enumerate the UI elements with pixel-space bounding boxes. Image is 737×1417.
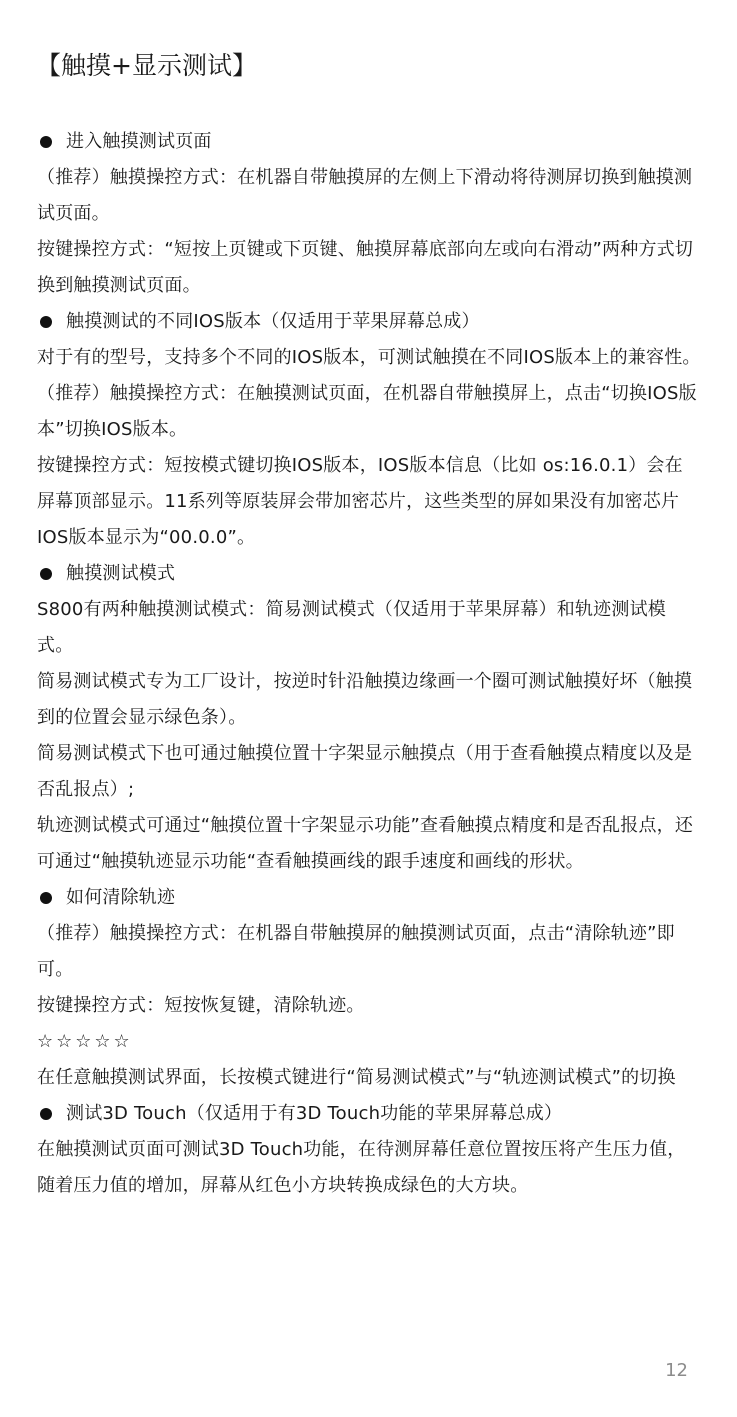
section-heading-clear-track bbox=[37, 880, 701, 916]
paragraph-key-control-enter: 按键操控方式：“短按上页键或下页键、触摸屏幕底部向左或向右滑动”两种方式切换到触摸测试页面。 bbox=[37, 239, 694, 296]
paragraph-simple-mode: 简易测试模式专为工厂设计，按逆时针沿触摸边缘画一个圈可测试触摸好坏（触摸到的位置会显示绿色条）。 bbox=[37, 671, 693, 728]
section-heading-enter-touch-test bbox=[37, 124, 701, 160]
page-title: 【触摸+显示测试】 bbox=[36, 51, 257, 80]
star-rating-icons: ☆☆☆☆☆ bbox=[37, 1031, 133, 1052]
paragraph-touch-control-enter: （推荐）触摸操控方式：在机器自带触摸屏的左侧上下滑动将待测屏切换到触摸测试页面。 bbox=[37, 167, 693, 224]
paragraph-mode-switch: 在任意触摸测试界面，长按模式键进行“简易测试模式”与“轨迹测试模式”的切换 bbox=[37, 1067, 676, 1088]
document-body bbox=[37, 124, 701, 1204]
bullet-icon bbox=[40, 568, 52, 580]
paragraph-key-switch-ios: 按键操控方式：短按模式键切换IOS版本，IOS版本信息（比如 os:16.0.1）会在屏幕顶部显示。11系列等原装屏会带加密芯片，这些类型的屏如果没有加密芯片IOS版本显示为“00.0.0”。 bbox=[37, 455, 683, 548]
paragraph-ios-compat: 对于有的型号，支持多个不同的IOS版本，可测试触摸在不同IOS版本上的兼容性。 bbox=[37, 347, 701, 368]
paragraph-simple-mode-crosshair: 简易测试模式下也可通过触摸位置十字架显示触摸点（用于查看触摸点精度以及是否乱报点）; bbox=[37, 743, 693, 800]
section-heading-text: 进入触摸测试页面 bbox=[66, 131, 212, 152]
paragraph-track-mode: 轨迹测试模式可通过“触摸位置十字架显示功能”查看触摸点精度和是否乱报点，还可通过“触摸轨迹显示功能“查看触摸画线的跟手速度和画线的形状。 bbox=[37, 815, 694, 872]
section-heading-touch-test-modes bbox=[37, 556, 701, 592]
paragraph-touch-switch-ios: （推荐）触摸操控方式：在触摸测试页面，在机器自带触摸屏上，点击“切换IOS版本”切换IOS版本。 bbox=[37, 383, 697, 440]
bullet-icon bbox=[40, 1108, 52, 1120]
section-heading-text: 触摸测试的不同IOS版本（仅适用于苹果屏幕总成） bbox=[66, 311, 480, 332]
paragraph-key-clear-track: 按键操控方式：短按恢复键，清除轨迹。 bbox=[37, 995, 365, 1016]
bullet-icon bbox=[40, 136, 52, 148]
section-heading-3d-touch bbox=[37, 1096, 701, 1132]
paragraph-3d-touch: 在触摸测试页面可测试3D Touch功能，在待测屏幕任意位置按压将产生压力值，随着压力值的增加，屏幕从红色小方块转换成绿色的大方块。 bbox=[37, 1139, 686, 1196]
bullet-icon bbox=[40, 892, 52, 904]
paragraph-touch-clear-track: （推荐）触摸操控方式：在机器自带触摸屏的触摸测试页面，点击“清除轨迹”即可。 bbox=[37, 923, 675, 980]
section-heading-text: 触摸测试模式 bbox=[66, 563, 176, 584]
page-number: 12 bbox=[665, 1360, 688, 1381]
section-heading-text: 测试3D Touch（仅适用于有3D Touch功能的苹果屏幕总成） bbox=[66, 1103, 563, 1124]
bullet-icon bbox=[40, 316, 52, 328]
section-heading-text: 如何清除轨迹 bbox=[66, 887, 176, 908]
section-heading-ios-versions bbox=[37, 304, 701, 340]
paragraph-two-modes: S800有两种触摸测试模式：简易测试模式（仅适用于苹果屏幕）和轨迹测试模式。 bbox=[37, 599, 666, 656]
